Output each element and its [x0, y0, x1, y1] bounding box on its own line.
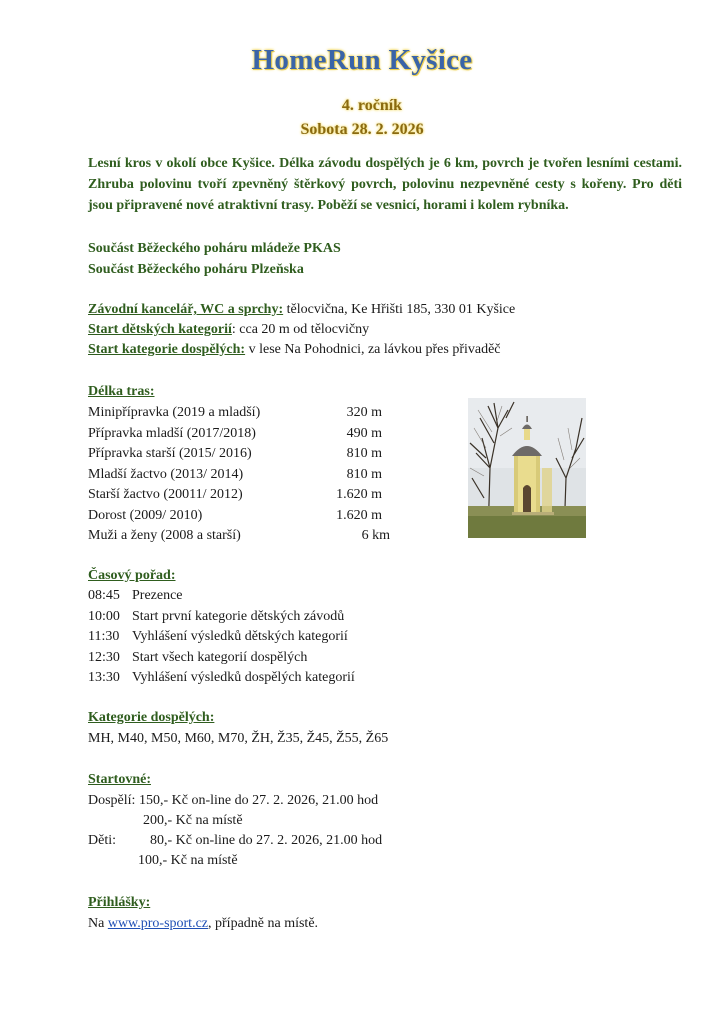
track-name: Minipřípravka (2019 a mladší)	[88, 405, 261, 420]
schedule-row	[88, 648, 307, 668]
track-name: Přípravka starší (2015/ 2016)	[88, 446, 252, 461]
registration-heading: Přihlášky:	[88, 895, 151, 910]
track-length: 1.620 m	[336, 507, 382, 523]
location-office	[88, 300, 515, 320]
location-kids-label: Start dětských kategorií	[88, 322, 232, 337]
schedule-text: Vyhlášení výsledků dětských kategorií	[132, 629, 348, 644]
tracks-heading: Délka tras:	[88, 384, 155, 399]
intro-paragraph: Lesní kros v okolí obce Kyšice. Délka závodu dospělých je 6 km, povrch je tvořen lesními cestami. Zhruba polovinu tvoří zpevněný štěrkový povrch, polovinu nezpevněné cesty s kořeny. Pro děti jsou připravené nové atraktivní trasy. Poběží se vesnicí, horami i kolem rybníka.	[88, 156, 682, 213]
schedule-row	[88, 668, 355, 688]
categories-text: MH, M40, M50, M60, M70, ŽH, Ž35, Ž45, Ž55, Ž65	[88, 731, 389, 746]
schedule-row	[88, 627, 348, 647]
location-adults-label: Start kategorie dospělých:	[88, 342, 246, 357]
cup-line-1: Součást Běžeckého poháru mládeže PKAS	[88, 241, 341, 256]
page-title: HomeRun Kyšice	[251, 44, 473, 76]
schedule-heading: Časový pořad:	[88, 568, 176, 583]
schedule-text: Start všech kategorií dospělých	[132, 649, 308, 665]
track-name: Dorost (2009/ 2010)	[88, 507, 203, 523]
registration-prefix: Na	[88, 916, 108, 931]
location-kids-text: : cca 20 m od tělocvičny	[231, 322, 370, 337]
track-name: Mladší žactvo (2013/ 2014)	[88, 466, 244, 482]
location-kids-start	[88, 320, 369, 340]
track-name: Starší žactvo (20011/ 2012)	[88, 487, 243, 502]
fees-kids-onsite: 100,- Kč na místě	[138, 853, 238, 868]
schedule-time: 11:30	[88, 629, 120, 644]
schedule-time: 08:45	[88, 588, 120, 603]
fees-adults-label: Dospělí:	[88, 793, 136, 808]
track-name: Muži a ženy (2008 a starší)	[88, 528, 241, 543]
location-office-text: tělocvična, Ke Hřišti 185, 330 01 Kyšice	[283, 302, 516, 317]
location-adults-start	[88, 340, 501, 360]
event-date: Sobota 28. 2. 2026	[300, 121, 424, 138]
registration-text	[88, 914, 318, 934]
schedule-time: 12:30	[88, 649, 120, 665]
cup-line-2: Součást Běžeckého poháru Plzeňska	[88, 262, 304, 277]
track-length: 320 m	[346, 405, 382, 420]
fees-kids-label: Děti:	[88, 833, 116, 848]
fees-adults-online-text: 150,- Kč on-line do 27. 2. 2026, 21.00 hod	[135, 793, 379, 808]
track-length: 810 m	[346, 446, 382, 461]
schedule-row	[88, 607, 344, 627]
track-length: 6 km	[361, 528, 390, 543]
schedule-text: Start první kategorie dětských závodů	[132, 608, 345, 624]
fees-adults-online	[88, 791, 378, 811]
categories-heading: Kategorie dospělých:	[88, 710, 215, 725]
schedule-row	[88, 586, 183, 606]
schedule-time: 13:30	[88, 670, 120, 685]
fees-kids-online: 80,- Kč on-line do 27. 2. 2026, 21.00 hod	[150, 833, 383, 848]
fees-heading: Startovné:	[88, 772, 151, 787]
schedule-text: Prezence	[132, 588, 183, 603]
fees-adults-onsite: 200,- Kč na místě	[143, 813, 243, 828]
track-length: 810 m	[346, 466, 382, 482]
track-length: 1.620 m	[336, 487, 382, 502]
track-name: Přípravka mladší (2017/2018)	[88, 425, 256, 441]
track-length: 490 m	[346, 425, 382, 441]
chapel-photo-icon	[468, 398, 586, 538]
edition: 4. ročník	[341, 97, 403, 114]
schedule-text: Vyhlášení výsledků dospělých kategorií	[132, 670, 355, 685]
chapel-photo	[468, 398, 586, 538]
location-office-label: Závodní kancelář, WC a sprchy:	[88, 302, 284, 317]
schedule-time: 10:00	[88, 608, 120, 624]
registration-link[interactable]: www.pro-sport.cz	[107, 916, 209, 931]
registration-suffix: , případně na místě.	[208, 916, 319, 931]
location-adults-text: v lese Na Pohodnici, za lávkou přes přivaděč	[245, 342, 501, 357]
